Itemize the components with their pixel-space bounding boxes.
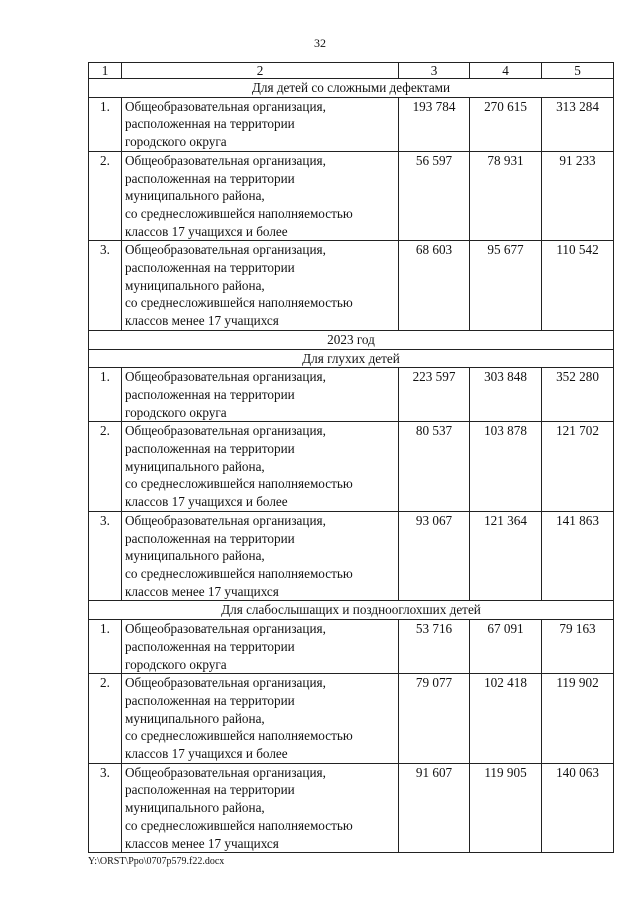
description-line: со среднесложившейся наполняемостью [125, 295, 353, 311]
table-row [89, 241, 614, 331]
description-line: муниципального района, [125, 710, 265, 726]
value-cell-v4: 95 677 [470, 241, 542, 331]
description-line: городского округа [125, 134, 227, 150]
value-cell-v5: 79 163 [542, 620, 614, 674]
table-header-row [89, 63, 614, 79]
description-line: расположенная на территории [125, 386, 295, 402]
description-line: со среднесложившейся наполняемостью [125, 817, 353, 833]
value-cell-v3: 193 784 [399, 97, 470, 151]
value-cell-v5: 110 542 [542, 241, 614, 331]
description-line: классов 17 учащихся и более [125, 223, 288, 239]
value-cell-v4: 119 905 [470, 763, 542, 853]
organization-description [122, 368, 399, 422]
value-cell-v3: 53 716 [399, 620, 470, 674]
value-cell-v3: 80 537 [399, 422, 470, 512]
section-title: Для глухих детей [89, 349, 614, 368]
section-title: Для детей со сложными дефектами [89, 79, 614, 98]
description-line: со среднесложившейся наполняемостью [125, 476, 353, 492]
description-line: городского округа [125, 404, 227, 420]
table-row [89, 620, 614, 674]
value-cell-v5: 352 280 [542, 368, 614, 422]
description-line: Общеобразовательная организация, [125, 764, 326, 780]
value-cell-v3: 68 603 [399, 241, 470, 331]
header-cell: 4 [470, 63, 542, 79]
description-line: Общеобразовательная организация, [125, 675, 326, 691]
description-line: муниципального района, [125, 458, 265, 474]
row-number: 2. [89, 151, 122, 241]
value-cell-v4: 67 091 [470, 620, 542, 674]
organization-description [122, 97, 399, 151]
organization-description [122, 674, 399, 764]
section-header-row [89, 79, 614, 98]
description-line: расположенная на территории [125, 692, 295, 708]
table-row [89, 97, 614, 151]
row-number: 1. [89, 368, 122, 422]
row-number: 3. [89, 763, 122, 853]
description-line: классов менее 17 учащихся [125, 583, 279, 599]
section-title: 2023 год [89, 330, 614, 349]
section-title: Для слабослышащих и позднооглохших детей [89, 601, 614, 620]
value-cell-v4: 121 364 [470, 511, 542, 601]
value-cell-v3: 223 597 [399, 368, 470, 422]
description-line: классов 17 учащихся и более [125, 494, 288, 510]
header-cell: 5 [542, 63, 614, 79]
table-row [89, 763, 614, 853]
organization-description [122, 151, 399, 241]
description-line: расположенная на территории [125, 530, 295, 546]
value-cell-v5: 121 702 [542, 422, 614, 512]
value-cell-v4: 270 615 [470, 97, 542, 151]
row-number: 2. [89, 674, 122, 764]
description-line: муниципального района, [125, 800, 265, 816]
value-cell-v3: 91 607 [399, 763, 470, 853]
row-number: 3. [89, 241, 122, 331]
description-line: Общеобразовательная организация, [125, 242, 326, 258]
description-line: Общеобразовательная организация, [125, 621, 326, 637]
organization-description [122, 422, 399, 512]
description-line: со среднесложившейся наполняемостью [125, 205, 353, 221]
description-line: Общеобразовательная организация, [125, 512, 326, 528]
header-cell: 2 [122, 63, 399, 79]
page-number: 32 [314, 36, 326, 50]
row-number: 1. [89, 97, 122, 151]
description-line: расположенная на территории [125, 170, 295, 186]
row-number: 2. [89, 422, 122, 512]
table-row [89, 151, 614, 241]
value-cell-v4: 78 931 [470, 151, 542, 241]
table-row [89, 674, 614, 764]
description-line: Общеобразовательная организация, [125, 423, 326, 439]
section-header-row [89, 601, 614, 620]
description-line: расположенная на территории [125, 116, 295, 132]
row-number: 3. [89, 511, 122, 601]
table-row [89, 368, 614, 422]
organization-description [122, 241, 399, 331]
header-cell: 3 [399, 63, 470, 79]
organization-description [122, 620, 399, 674]
description-line: муниципального района, [125, 188, 265, 204]
table-row [89, 511, 614, 601]
value-cell-v3: 79 077 [399, 674, 470, 764]
description-line: Общеобразовательная организация, [125, 152, 326, 168]
value-cell-v5: 141 863 [542, 511, 614, 601]
description-line: городского округа [125, 656, 227, 672]
description-line: классов менее 17 учащихся [125, 313, 279, 329]
file-path-footer: Y:\ORST\Ppo\0707p579.f22.docx [88, 856, 225, 867]
description-line: расположенная на территории [125, 260, 295, 276]
value-cell-v5: 119 902 [542, 674, 614, 764]
description-line: Общеобразовательная организация, [125, 98, 326, 114]
description-line: со среднесложившейся наполняемостью [125, 728, 353, 744]
value-cell-v3: 56 597 [399, 151, 470, 241]
description-line: Общеобразовательная организация, [125, 369, 326, 385]
value-cell-v4: 103 878 [470, 422, 542, 512]
description-line: классов менее 17 учащихся [125, 835, 279, 851]
value-cell-v5: 91 233 [542, 151, 614, 241]
value-cell-v5: 313 284 [542, 97, 614, 151]
table-row [89, 422, 614, 512]
row-number: 1. [89, 620, 122, 674]
section-header-row [89, 349, 614, 368]
description-line: расположенная на территории [125, 441, 295, 457]
organization-description [122, 763, 399, 853]
section-header-row [89, 330, 614, 349]
tariff-table [88, 62, 614, 853]
description-line: муниципального района, [125, 277, 265, 293]
value-cell-v4: 303 848 [470, 368, 542, 422]
value-cell-v4: 102 418 [470, 674, 542, 764]
description-line: расположенная на территории [125, 638, 295, 654]
header-cell: 1 [89, 63, 122, 79]
description-line: муниципального района, [125, 548, 265, 564]
value-cell-v5: 140 063 [542, 763, 614, 853]
description-line: со среднесложившейся наполняемостью [125, 565, 353, 581]
value-cell-v3: 93 067 [399, 511, 470, 601]
description-line: расположенная на территории [125, 782, 295, 798]
description-line: классов 17 учащихся и более [125, 746, 288, 762]
organization-description [122, 511, 399, 601]
